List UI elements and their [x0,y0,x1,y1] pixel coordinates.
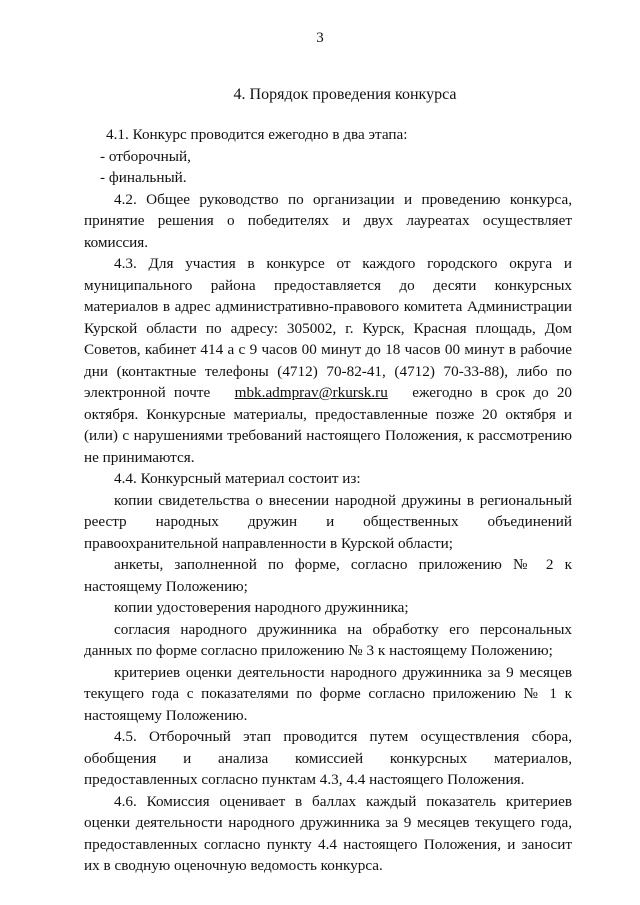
paragraph-4-3-text-end: ежегодно в срок до 20 октября. Конкурсные материалы, предоставленные позже 20 октября и (или) с нарушениями требований настоящего Положения, к рассмотрению не принимаются. [84,384,573,466]
section-title: 4. Порядок проведения конкурса [233,86,457,103]
paragraph-4-3-text-start: 4.3. Для участия в конкурсе от каждого городского округа и муниципального района предоставляется до десяти конкурсных материалов в адрес административно-правового комитета Администрации Курской области по адресу: 305002, г. Курск, Красная площадь, Дом Советов, кабинет 414 а с 9 часов 00 минут до 18 часов 00 минут в рабочие дни (контактные телефоны (4712) 70-82-41, (4712) 70-33-88), либо по электронной почте [84,255,572,401]
paragraph-4-1: 4.1. Конкурс проводится ежегодно в два этапа: [106,126,408,143]
paragraph-4-5: 4.5. Отборочный этап проводится путем осуществления сбора, обобщения и анализа комиссией конкурсных материалов, предоставленных согласно пунктам 4.3, 4.4 настоящего Положения. [84,728,572,788]
email-link[interactable]: mbk.admprav@rkursk.ru [234,384,388,401]
list-item-id-copy: копии удостоверения народного дружинника; [114,599,409,616]
list-item-consent: согласия народного дружинника на обработку его персональных данных по форме согласно приложению № 3 к настоящему Положению; [84,620,572,659]
paragraph-4-4: 4.4. Конкурсный материал состоит из: [114,470,361,487]
paragraph-4-6: 4.6. Комиссия оценивает в баллах каждый показатель критериев оценки деятельности народного дружинника за 9 месяцев текущего года, предоставленных согласно пункту 4.4 настоящего Положения, и заносит их в сводную оценочную ведомость конкурса. [84,792,572,874]
paragraph-4-2: 4.2. Общее руководство по организации и проведению конкурса, принятие решения о победителях и двух лауреатах осуществляет комиссия. [84,190,572,251]
page-number: 3 [316,30,324,46]
list-item-certificate-copy: копии свидетельства о внесении народной дружины в региональный реестр народных дружин и общественных объединений правоохранительной направленности в Курской области; [84,491,572,552]
list-item-questionnaire: анкеты, заполненной по форме, согласно приложению № 2 к настоящему Положению; [84,556,572,595]
list-item-criteria: критериев оценки деятельности народного дружинника за 9 месяцев текущего года с показателями по форме согласно приложению № 1 к настоящему Положению. [84,663,572,724]
list-item-stage-qualifying: - отборочный, [100,147,191,165]
list-item-stage-final: - финальный. [100,169,187,186]
document-body [84,124,572,877]
paragraph-4-3 [84,253,572,468]
